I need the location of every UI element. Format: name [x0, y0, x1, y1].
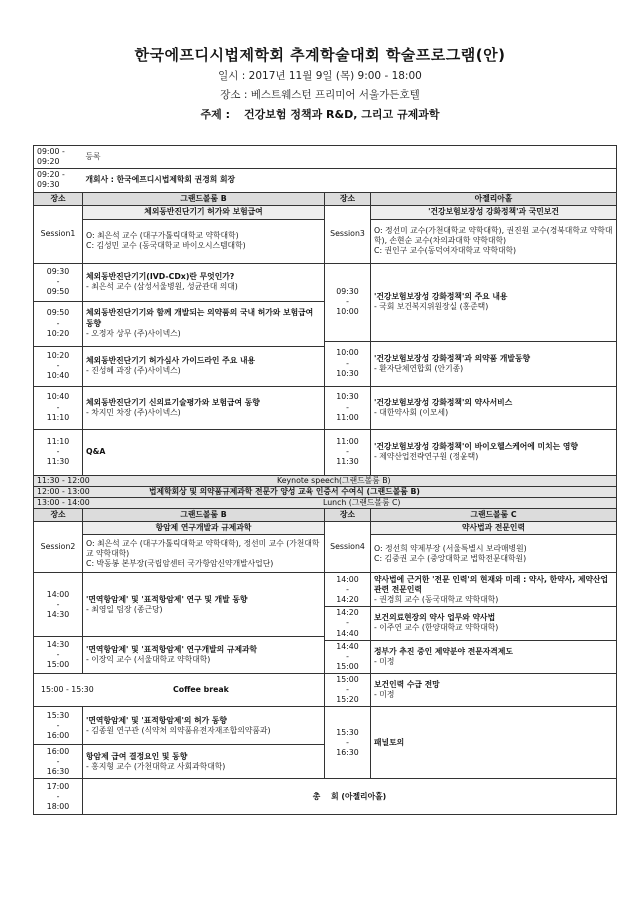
- time-cell: 10:30 - 11:00: [325, 386, 371, 429]
- talk-title: 보건의료현장의 약사 업무와 약사법: [374, 613, 496, 623]
- midday-row: [34, 475, 617, 486]
- talk-cell: [371, 573, 617, 607]
- talk-title: '면역항암제' 및 '표적항암제'의 허가 동향: [86, 715, 227, 725]
- chair-line: O: 최은석 교수 (대구가톨릭대학교 약학대학): [86, 231, 239, 240]
- session-chairs: [371, 535, 617, 573]
- table-row: [34, 707, 617, 745]
- time-cell: 17:00 - 18:00: [34, 779, 83, 815]
- talk-speaker: - 미정: [374, 656, 395, 666]
- program-table: [33, 145, 617, 815]
- chair-line: C: 김성민 교수 (동국대학교 바이오시스템대학): [86, 241, 246, 251]
- table-row: [34, 386, 617, 429]
- table-row: [34, 429, 617, 475]
- talk-speaker: - 차지민 차장 (주)사이넥스): [86, 407, 181, 417]
- talk-speaker: - 이장익 교수 (서울대학교 약학대학): [86, 655, 211, 665]
- table-row: [34, 475, 617, 486]
- table-row: [34, 146, 617, 169]
- time-cell: 10:20 - 10:40: [34, 346, 83, 386]
- time-cell: 10:40 - 11:10: [34, 386, 83, 429]
- time-cell: 09:30 - 10:00: [325, 263, 371, 341]
- table-row: [34, 497, 617, 508]
- talk-title: '건강보험보장성 강화정책'과 의약품 개발동향: [374, 353, 531, 363]
- place-header: 장소: [34, 192, 83, 205]
- time-cell: 15:30 - 16:30: [325, 707, 371, 779]
- talk-cell: [371, 674, 617, 707]
- coffee-time: 15:00 - 15:30: [41, 685, 94, 695]
- talk-cell: [83, 301, 325, 346]
- coffee-break-row: [34, 674, 325, 707]
- talk-title: 정부가 추진 중인 제약분야 전문자격제도: [374, 646, 513, 656]
- talk-cell: [83, 386, 325, 429]
- room-header: 그랜드볼룸 B: [83, 509, 325, 522]
- talk-cell: [371, 640, 617, 673]
- talk-speaker: - 이주연 교수 (한양대학교 약학대학): [374, 623, 499, 633]
- place-header: 장소: [325, 509, 371, 522]
- place-header: 장소: [34, 509, 83, 522]
- table-row: [34, 205, 617, 219]
- table-row: [34, 522, 617, 535]
- chair-line: O: 최은석 교수 (대구가톨릭대학교 약학대학), 정선미 교수 (가천대학교 약학대학): [86, 538, 320, 558]
- talk-cell: [83, 573, 325, 637]
- talk-title: 체외동반진단기기 신의료기술평가와 보험급여 동향: [86, 397, 260, 407]
- midday-row: [34, 497, 617, 508]
- talk-speaker: - 미정: [374, 690, 395, 700]
- talk-speaker: - 최은석 교수 (삼성서울병원, 성균관대 의대): [86, 282, 238, 292]
- time-cell: 16:00 - 16:30: [34, 745, 83, 779]
- event-venue: 장소 : 베스트웨스턴 프리미어 서울가든호텔: [220, 89, 420, 101]
- talk-title: '건강보험보장성 강화정책'이 바이오헬스케어에 미치는 영향: [374, 442, 578, 451]
- talk-speaker: - 오정자 상무 (주)사이넥스): [86, 328, 181, 338]
- talk-cell: [83, 346, 325, 386]
- midday-row: [34, 486, 617, 497]
- time-cell: 15:00 - 15:20: [325, 674, 371, 707]
- talk-title: '면역항암제' 및 '표적항암제' 연구개발의 규제과학: [86, 645, 258, 654]
- opening-text: 등록: [83, 146, 617, 169]
- theme-label: 주제 :: [200, 108, 230, 121]
- table-row: [34, 573, 617, 607]
- session-title: 체외동반진단기기 허가와 보험급여: [83, 205, 325, 219]
- time-cell: 11:10 - 11:30: [34, 429, 83, 475]
- talk-speaker: - 대한약사회 (이모세): [374, 407, 449, 417]
- session-chairs: [371, 219, 617, 263]
- time-cell: 11:00 - 11:30: [325, 429, 371, 475]
- chair-line: C: 권인구 교수(동덕여자대학교 약학대학): [374, 246, 517, 256]
- room-header: 그랜드볼룸 C: [371, 509, 617, 522]
- talk-speaker: - 김종원 연구관 (식약처 의약품유전자재조합의약품과): [86, 725, 271, 735]
- talk-speaker: - 국회 보건복지위원장실 (홍준택): [374, 302, 489, 312]
- event-date: 일시 : 2017년 11월 9일 (목) 9:00 - 18:00: [218, 70, 422, 82]
- time-cell: 14:30 - 15:00: [34, 637, 83, 674]
- session-label: Session1: [34, 205, 83, 263]
- table-row: [34, 509, 617, 522]
- talk-title: 체외동반진단기기와 함께 개발되는 의약품의 국내 허가와 보험급여 동향: [86, 308, 314, 328]
- table-row: [34, 674, 617, 707]
- place-header: 장소: [325, 192, 371, 205]
- talk-cell: [83, 429, 325, 475]
- table-row: [34, 779, 617, 815]
- time-cell: 15:30 - 16:00: [34, 707, 83, 745]
- time-cell: 14:20 - 14:40: [325, 607, 371, 640]
- midday-text: Lunch (그랜드볼룸 C): [323, 497, 401, 507]
- midday-time: 12:00 - 13:00: [37, 486, 90, 496]
- talk-speaker: - 최영일 팀장 (종근당): [86, 604, 163, 614]
- talk-title: 체외동반진단기기 허가심사 가이드라인 주요 내용: [86, 356, 256, 365]
- time-cell: 09:50 - 10:20: [34, 301, 83, 346]
- opening-time: 09:20 - 09:30: [34, 169, 83, 192]
- session-chairs: [83, 535, 325, 573]
- talk-speaker: - 제약산업전략연구원 (정윤택): [374, 452, 479, 462]
- talk-title: '면역항암제' 및 '표적항암제' 연구 및 개발 동향: [86, 594, 248, 604]
- talk-title: 항암제 급여 결정요인 및 동향: [86, 751, 188, 761]
- midday-time: 13:00 - 14:00: [37, 497, 90, 507]
- table-row: [34, 192, 617, 205]
- talk-cell: [83, 637, 325, 674]
- talk-cell: [371, 386, 617, 429]
- midday-time: 11:30 - 12:00: [37, 475, 90, 485]
- session-chairs: [83, 219, 325, 263]
- session-label: Session4: [325, 522, 371, 573]
- table-row: [34, 263, 617, 301]
- talk-speaker: - 홍지형 교수 (가천대학교 사회과학대학): [86, 761, 226, 771]
- page-title: 한국에프디시법제학회 추계학술대회 학술프로그램(안): [134, 46, 506, 64]
- talk-cell: [83, 745, 325, 779]
- theme-text: 건강보험 정책과 R&D, 그리고 규제과학: [244, 108, 440, 121]
- time-cell: 09:30 - 09:50: [34, 263, 83, 301]
- talk-cell: [371, 429, 617, 475]
- talk-cell: [371, 341, 617, 386]
- talk-title: 보건인력 수급 전망: [374, 680, 440, 690]
- room-header: 아젤리아홀: [371, 192, 617, 205]
- table-row: [34, 169, 617, 192]
- talk-title: '건강보험보장성 강화정책'의 약사서비스: [374, 397, 513, 407]
- talk-cell: [371, 607, 617, 640]
- time-cell: 14:00 - 14:30: [34, 573, 83, 637]
- opening-text: 개회사 : 한국에프디시법제학회 권경희 회장: [83, 169, 617, 192]
- talk-speaker: - 진성혜 과장 (주)사이넥스): [86, 366, 181, 376]
- chair-line: O: 정선희 약제부장 (서울특별시 보라매병원): [374, 543, 527, 553]
- coffee-label: Coffee break: [173, 685, 229, 695]
- midday-text: 법제학회상 및 의약품규제과학 전문가 양성 교육 인증서 수여식 (그랜드볼룸 B): [149, 486, 420, 496]
- session-label: Session3: [325, 205, 371, 263]
- talk-speaker: - 권경희 교수 (동국대학교 약학대학): [374, 594, 499, 604]
- closing-text: 총 회 (아젤리아홀): [83, 779, 617, 815]
- room-header: 그랜드볼룸 B: [83, 192, 325, 205]
- talk-speaker: - 환자단체연합회 (안기종): [374, 363, 464, 373]
- session-title: '건강보험보장성 강화정책'과 국민보건: [371, 205, 617, 219]
- event-theme: [0, 106, 640, 122]
- talk-cell: [83, 263, 325, 301]
- midday-text: Keynote speech(그랜드볼룸 B): [277, 475, 391, 485]
- time-cell: 10:00 - 10:30: [325, 341, 371, 386]
- talk-title: 체외동반진단기기(IVD-CDx)란 무엇인가?: [86, 272, 235, 281]
- talk-title: Q&A: [86, 447, 106, 457]
- session-title: 약사법과 전문인력: [371, 522, 617, 535]
- chair-line: O: 정선미 교수(가천대학교 약학대학), 권진원 교수(경북대학교 약학대학), 손현순 교수(차의과대학 약학대학): [374, 225, 613, 246]
- time-cell: 14:40 - 15:00: [325, 640, 371, 673]
- time-cell: 14:00 - 14:20: [325, 573, 371, 607]
- talk-title: '건강보험보장성 강화정책'의 주요 내용: [374, 292, 508, 301]
- session-title: 항암제 연구개발과 규제과학: [83, 522, 325, 535]
- table-row: [34, 486, 617, 497]
- opening-time: 09:00 - 09:20: [34, 146, 83, 169]
- talk-title: 약사법에 근거한 '전문 인력'의 현재와 미래 : 약사, 한약사, 제약산업 관련 전문인력: [374, 574, 609, 594]
- panel-discussion: 패널토의: [371, 707, 617, 779]
- talk-cell: [371, 263, 617, 341]
- session-label: Session2: [34, 522, 83, 573]
- chair-line: C: 김중권 교수 (중앙대학교 법학전문대학원): [374, 553, 527, 563]
- talk-cell: [83, 707, 325, 745]
- chair-line: C: 박동봉 본부장(국립암센터 국가항암신약개발사업단): [86, 558, 274, 568]
